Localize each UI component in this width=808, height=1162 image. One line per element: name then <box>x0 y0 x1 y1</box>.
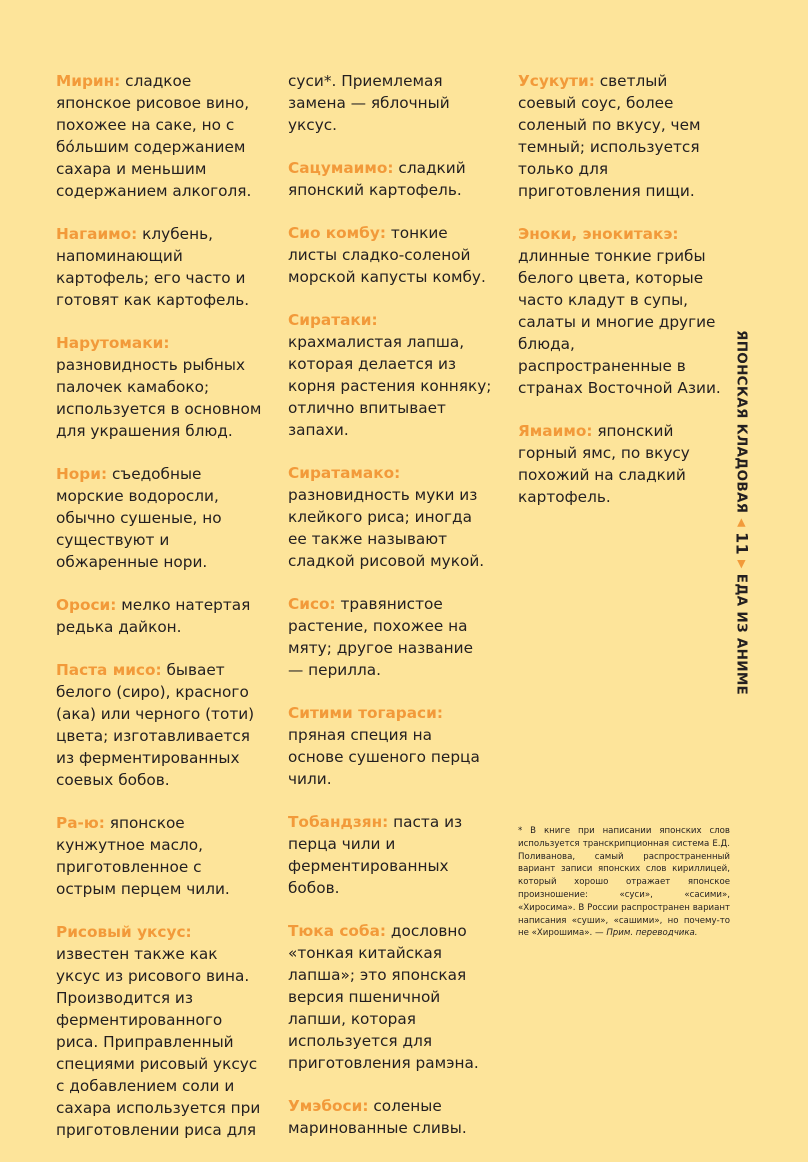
glossary-term: Усукути: <box>518 72 595 90</box>
glossary-entry <box>518 420 730 508</box>
glossary-definition: японское кунжутное масло, приготовленное с острым перцем чили. <box>56 814 230 898</box>
glossary-entry <box>56 332 266 442</box>
glossary-definition: паста из перца чили и ферментированных бобов. <box>288 813 463 897</box>
glossary-term: Сисо: <box>288 595 336 613</box>
glossary-entry <box>288 1095 492 1139</box>
glossary-term: Эноки, энокитакэ: <box>518 225 679 243</box>
glossary-term: Нарутомаки: <box>56 334 170 352</box>
glossary-term: Сиратаки: <box>288 311 378 329</box>
glossary-definition: светлый соевый соус, более соленый по вкусу, чем темный; используется только для приготовления пищи. <box>518 72 701 200</box>
glossary-definition: крахмалистая лапша, которая делается из корня растения конняку; отлично впитывает запахи. <box>288 333 492 439</box>
glossary-term: Тюка соба: <box>288 922 387 940</box>
book-title: ЕДА ИЗ АНИМЕ <box>734 573 750 696</box>
glossary-term: Ситими тогараси: <box>288 704 443 722</box>
glossary-term: Сиратамако: <box>288 464 401 482</box>
glossary-entry <box>288 920 492 1074</box>
glossary-definition: сладкий японский картофель. <box>288 159 466 199</box>
glossary-term: Нагаимо: <box>56 225 138 243</box>
glossary-continuation: суси*. Приемлемая замена — яблочный уксус. <box>288 72 450 134</box>
glossary-column-1 <box>56 70 266 1162</box>
glossary-definition: тонкие листы сладко-соленой морской капусты комбу. <box>288 224 486 286</box>
footnote-text: * В книге при написании японских слов используется транскрипционная система Е.Д. Поливанова, самый распространенный вариант записи японских слов кириллицей, который хорошо отражает японское произношение: «суси», «сасими», «Хиросима». В России распространен вариант написания «суши», «сашими», но почему-то не «Хирошима». — <box>518 826 730 939</box>
glossary-definition: разновидность муки из клейкого риса; иногда ее также называют сладкой рисовой мукой. <box>288 486 485 570</box>
glossary-term: Нори: <box>56 465 108 483</box>
glossary-entry <box>288 702 492 790</box>
glossary-entry <box>56 223 266 311</box>
glossary-definition: мелко натертая редька дайкон. <box>56 596 251 636</box>
glossary-entry <box>56 594 266 638</box>
glossary-definition: разновидность рыбных палочек камабоко; используется в основном для украшения блюд. <box>56 356 262 440</box>
glossary-entry <box>518 223 730 399</box>
glossary-entry <box>288 157 492 201</box>
section-title: ЯПОНСКАЯ КЛАДОВАЯ <box>734 330 750 514</box>
glossary-term: Сио комбу: <box>288 224 386 242</box>
glossary-term: Тобандзян: <box>288 813 389 831</box>
glossary-entry <box>56 659 266 791</box>
glossary-term: Ра-ю: <box>56 814 105 832</box>
footnote <box>518 825 730 940</box>
glossary-definition: длинные тонкие грибы белого цвета, которые часто кладут в супы, салаты и многие другие блюда, распространенные в странах Восточной Азии. <box>518 247 721 397</box>
triangle-left-icon: ◀ <box>735 518 749 528</box>
page-number: 11 <box>732 532 752 556</box>
glossary-definition: травянистое растение, похожее на мяту; другое название — перилла. <box>288 595 473 679</box>
glossary-entry <box>288 222 492 288</box>
glossary-term: Ороси: <box>56 596 117 614</box>
running-head <box>727 330 757 696</box>
glossary-definition: японский горный ямс, по вкусу похожий на сладкий картофель. <box>518 422 690 506</box>
glossary-term: Сацумаимо: <box>288 159 394 177</box>
glossary-entry <box>56 463 266 573</box>
glossary-entry <box>56 921 266 1141</box>
glossary-definition: съедобные морские водоросли, обычно сушеные, но существуют и обжаренные нори. <box>56 465 222 571</box>
glossary-entry <box>288 811 492 899</box>
glossary-term: Паста мисо: <box>56 661 162 679</box>
glossary-term: Рисовый уксус: <box>56 923 192 941</box>
glossary-definition: сладкое японское рисовое вино, похожее на саке, но с бо́льшим содержанием сахара и меньшим содержанием алкоголя. <box>56 72 252 200</box>
footnote-attribution: Прим. переводчика. <box>606 928 698 939</box>
glossary-definition: бывает белого (сиро), красного (ака) или черного (тоти) цвета; изготавливается из ферментированных соевых бобов. <box>56 661 255 789</box>
glossary-column-2 <box>288 70 492 1160</box>
glossary-definition: соленые маринованные сливы. <box>288 1097 467 1137</box>
glossary-entry <box>288 462 492 572</box>
glossary-definition: клубень, напоминающий картофель; его часто и готовят как картофель. <box>56 225 250 309</box>
triangle-right-icon: ▶ <box>735 560 749 569</box>
glossary-term: Мирин: <box>56 72 121 90</box>
glossary-column-3 <box>518 70 730 529</box>
glossary-term: Ямаимо: <box>518 422 593 440</box>
glossary-entry <box>288 309 492 441</box>
glossary-entry <box>56 70 266 202</box>
glossary-definition: дословно «тонкая китайская лапша»; это японская версия пшеничной лапши, которая используется для приготовления рамэна. <box>288 922 479 1072</box>
glossary-entry <box>56 812 266 900</box>
glossary-definition: известен также как уксус из рисового вина. Производится из ферментированного риса. Приправленный специями рисовый уксус с добавлением соли и сахара используется при приготовлении риса для <box>56 945 261 1139</box>
glossary-definition: пряная специя на основе сушеного перца чили. <box>288 726 480 788</box>
glossary-term: Умэбоси: <box>288 1097 369 1115</box>
glossary-entry <box>518 70 730 202</box>
glossary-entry <box>288 593 492 681</box>
